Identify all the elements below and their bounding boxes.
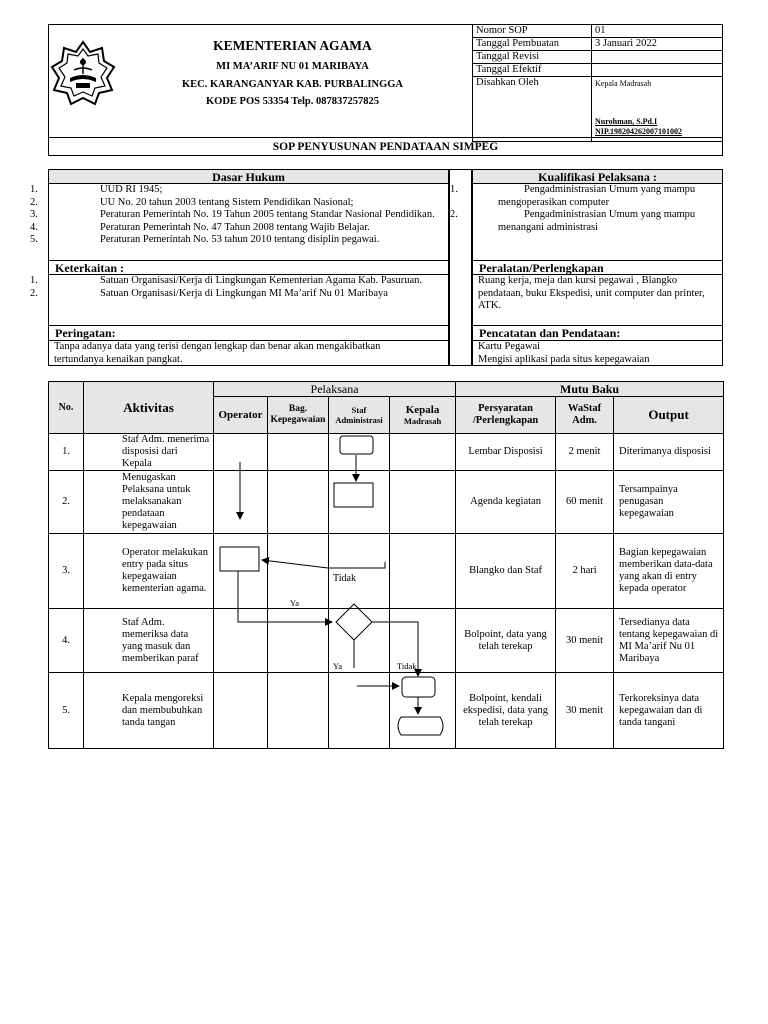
list-item [450, 209, 719, 234]
row-kepala-lane [390, 673, 456, 749]
col-kepala: Kepala [405, 404, 440, 416]
meta-efektif-label: Tanggal Efektif [473, 64, 592, 77]
row-bag-lane [268, 434, 329, 471]
row-staf-lane [329, 534, 390, 609]
meta-nomor-label: Nomor SOP [473, 25, 592, 38]
meta-revisi-label: Tanggal Revisi [473, 51, 592, 64]
meta-revisi-value [592, 51, 723, 64]
list-item-text: Peraturan Pemerintah No. 53 tahun 2010 tentang disiplin pegawai. [100, 234, 380, 245]
school-district: KEC. KARANGANYAR KAB. PURBALINGGA [181, 79, 403, 90]
info-gap-column [449, 169, 472, 366]
col-no: No. [49, 382, 84, 434]
row-output: Diterimanya disposisi [614, 434, 724, 471]
list-item-number: 1. [450, 184, 458, 195]
list-item-number: 2. [30, 287, 38, 299]
sop-meta-table [472, 24, 723, 142]
list-item-text: Peraturan Pemerintah No. 47 Tahun 2008 tentang Wajib Belajar. [100, 221, 370, 233]
peringatan-title: Peringatan: [48, 325, 449, 341]
dasar-hukum-list [30, 184, 445, 247]
row-staf-lane [329, 471, 390, 534]
row-persyaratan: Blangko dan Staf [456, 534, 556, 609]
col-staf-administrasi: Staf Administrasi [329, 397, 390, 434]
row-no: 5. [49, 673, 84, 749]
col-mutu-baku: Mutu Baku [456, 382, 724, 397]
pencatatan-title: Pencatatan dan Pendataan: [472, 325, 723, 341]
row-no: 1. [49, 434, 84, 471]
col-pelaksana: Pelaksana [214, 382, 456, 397]
dasar-hukum-title: Dasar Hukum [48, 169, 449, 184]
row-output: Tersedianya data tentang kepegawaian di MI Ma’arif Nu 01 Maribaya [614, 609, 724, 673]
keterkaitan-list [30, 275, 442, 300]
col-operator: Operator [214, 397, 268, 434]
row-waktu: 2 menit [556, 434, 614, 471]
list-item [30, 221, 445, 235]
peringatan-text: Tanpa adanya data yang terisi dengan lengkap dan benar akan mengakibatkan tertundanya kenaikan pangkat. [54, 341, 381, 365]
list-item [30, 209, 445, 222]
row-bag-lane [268, 673, 329, 749]
col-aktivitas: Aktivitas [84, 382, 214, 434]
table-row [49, 471, 724, 534]
row-output: Terkoreksinya data kepegawaian dan di tanda tangani [614, 673, 724, 749]
peralatan-title: Peralatan/Perlengkapan [472, 260, 723, 275]
row-staf-lane [329, 609, 390, 673]
list-item [30, 287, 442, 301]
table-row [49, 673, 724, 749]
school-name: MI MA’ARIF NU 01 MARIBAYA [216, 61, 369, 72]
row-waktu: 2 hari [556, 534, 614, 609]
col-kepala-sub: Madrasah [403, 416, 442, 426]
list-item [450, 184, 719, 209]
row-output: Tersampainya penugasan kepegawaian [614, 471, 724, 534]
list-item-number: 4. [30, 221, 38, 233]
row-kepala-lane [390, 534, 456, 609]
row-waktu: 30 menit [556, 673, 614, 749]
flow-label-ya-1: Ya [290, 598, 300, 608]
list-item-number: 1. [30, 275, 38, 286]
row-waktu: 60 menit [556, 471, 614, 534]
row-no: 3. [49, 534, 84, 609]
row-operator-lane [214, 609, 268, 673]
list-item-number: 5. [30, 234, 38, 245]
row-aktivitas: Menugaskan Pelaksana untuk melaksanakan pendataan kepegawaian [84, 471, 214, 534]
list-item-text: Satuan Organisasi/Kerja di Lingkungan MI Ma’arif Nu 01 Maribaya [100, 287, 388, 299]
row-operator-lane [214, 673, 268, 749]
meta-efektif-value [592, 64, 723, 77]
signer-nip: NIP.198204262007101002 [595, 127, 683, 136]
peralatan-text: Ruang kerja, meja dan kursi pegawai , Blangko pendataan, buku Ekspedisi, unit computer dan printer, ATK. [478, 275, 705, 311]
col-bag-kepegawaian: Bag. Kepegawaian [268, 397, 329, 434]
row-no: 4. [49, 609, 84, 673]
meta-pembuatan-value: 3 Januari 2022 [592, 38, 723, 51]
list-item [30, 184, 445, 197]
list-item [30, 234, 445, 247]
list-item-text: Pengadministrasian Umum yang mampu mengoperasikan computer [498, 184, 696, 208]
kementerian-agama-emblem-icon [50, 40, 116, 106]
row-waktu: 30 menit [556, 609, 614, 673]
row-kepala-lane [390, 609, 456, 673]
row-aktivitas: Operator melakukan entry pada situs kepegawaian kementerian agama. [84, 534, 214, 609]
list-item-text: UUD RI 1945; [100, 184, 163, 195]
list-item-text: Satuan Organisasi/Kerja di Lingkungan Kementerian Agama Kab. Pasuruan. [100, 275, 423, 286]
table-row [49, 434, 724, 471]
row-operator-lane [214, 434, 268, 471]
meta-nomor-value: 01 [592, 25, 723, 38]
signer-name: Nurohman, S.Pd.I [595, 117, 658, 126]
row-staf-lane [329, 673, 390, 749]
row-kepala-lane [390, 434, 456, 471]
row-aktivitas: Staf Adm. memeriksa data yang masuk dan memberikan paraf [84, 609, 214, 673]
school-postal: KODE POS 53354 Telp. 087837257825 [206, 96, 379, 107]
col-persyaratan: Persyaratan /Perlengkapan [456, 397, 556, 434]
pencatatan-line1: Kartu Pegawai [478, 341, 541, 352]
row-aktivitas: Kepala mengoreksi dan membubuhkan tanda tangan [84, 673, 214, 749]
row-staf-lane [329, 434, 390, 471]
row-persyaratan: Agenda kegiatan [456, 471, 556, 534]
table-row [49, 609, 724, 673]
activity-table [48, 381, 724, 749]
col-kepala-madrasah [390, 397, 456, 434]
meta-signature-cell [592, 77, 723, 142]
list-item-number: 2. [30, 196, 38, 208]
row-operator-lane [214, 534, 268, 609]
meta-disahkan-role: Kepala Madrasah [595, 79, 652, 88]
list-item-number: 1. [30, 184, 38, 195]
list-item-text: UU No. 20 tahun 2003 tentang Sistem Pendidikan Nasional; [100, 196, 354, 208]
list-item [30, 196, 445, 210]
list-item-number: 3. [30, 209, 38, 220]
list-item-text: Peraturan Pemerintah No. 19 Tahun 2005 tentang Standar Nasional Pendidikan. [100, 209, 435, 220]
flow-label-tidak-2: Tidak [397, 661, 417, 671]
row-output: Bagian kepegawaian memberikan data-data yang akan di entry kepada operator [614, 534, 724, 609]
kualifikasi-title: Kualifikasi Pelaksana : [472, 169, 723, 184]
row-kepala-lane [390, 471, 456, 534]
flow-label-ya-2: Ya [333, 661, 343, 671]
row-no: 2. [49, 471, 84, 534]
meta-disahkan-label: Disahkan Oleh [473, 77, 592, 142]
flow-label-tidak-1: Tidak [333, 573, 356, 584]
list-item-number: 2. [450, 209, 458, 220]
row-bag-lane [268, 609, 329, 673]
kualifikasi-list [450, 184, 719, 234]
meta-pembuatan-label: Tanggal Pembuatan [473, 38, 592, 51]
row-persyaratan: Bolpoint, kendali ekspedisi, data yang telah terekap [456, 673, 556, 749]
pencatatan-line2: Mengisi aplikasi pada situs kepegawaian [478, 354, 650, 365]
table-row [49, 534, 724, 609]
col-waktu: WaStaf Adm. [556, 397, 614, 434]
ministry-name: KEMENTERIAN AGAMA [213, 38, 372, 53]
row-persyaratan: Lembar Disposisi [456, 434, 556, 471]
list-item [30, 275, 442, 288]
sop-title: SOP PENYUSUNAN PENDATAAN SIMPEG [48, 137, 723, 156]
row-bag-lane [268, 534, 329, 609]
keterkaitan-title: Keterkaitan : [48, 260, 449, 275]
col-output: Output [614, 397, 724, 434]
row-bag-lane [268, 471, 329, 534]
row-persyaratan: Bolpoint, data yang telah terekap [456, 609, 556, 673]
row-aktivitas: Staf Adm. menerima disposisi dari Kepala [84, 434, 214, 471]
list-item-text: Pengadministrasian Umum yang mampu menangani administrasi [498, 209, 696, 233]
row-operator-lane [214, 471, 268, 534]
